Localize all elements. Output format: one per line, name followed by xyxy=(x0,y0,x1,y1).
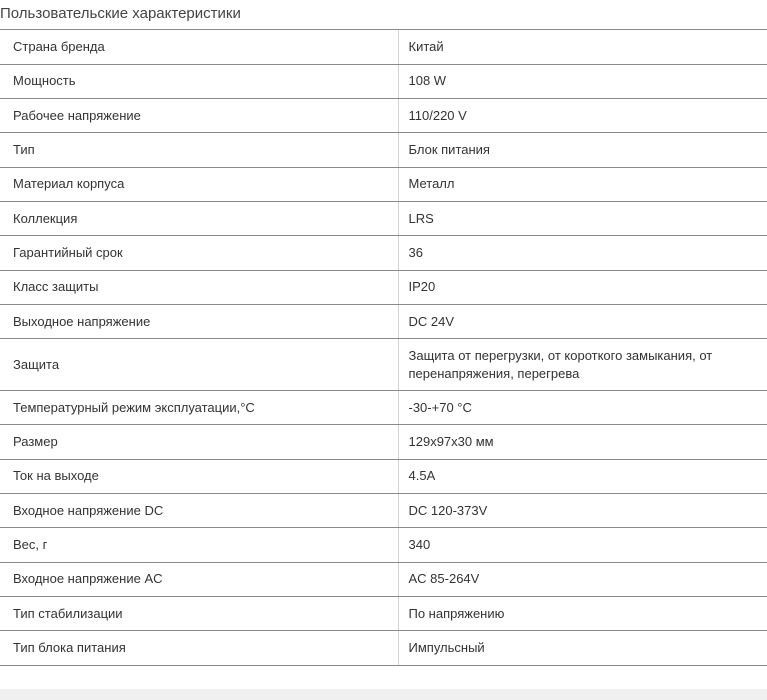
spec-value: DC 24V xyxy=(398,304,767,338)
spec-name: Входное напряжение AC xyxy=(0,562,398,596)
spec-name: Тип xyxy=(0,133,398,167)
table-row xyxy=(0,339,767,391)
spec-value: 4.5A xyxy=(398,459,767,493)
spec-name: Температурный режим эксплуатации,°C xyxy=(0,391,398,425)
spec-name: Тип блока питания xyxy=(0,631,398,665)
bottom-divider-strip xyxy=(0,689,767,700)
table-row xyxy=(0,562,767,596)
table-row xyxy=(0,631,767,665)
table-row xyxy=(0,167,767,201)
spec-name: Материал корпуса xyxy=(0,167,398,201)
spec-name: Коллекция xyxy=(0,201,398,235)
spec-value: -30-+70 °C xyxy=(398,391,767,425)
spec-name: Защита xyxy=(0,339,398,391)
spec-value: DC 120-373V xyxy=(398,494,767,528)
table-row xyxy=(0,236,767,270)
section-title: Пользовательские характеристики xyxy=(0,0,767,30)
spec-value: 340 xyxy=(398,528,767,562)
spec-value: 108 W xyxy=(398,64,767,98)
spec-table xyxy=(0,30,767,666)
spec-name: Мощность xyxy=(0,64,398,98)
table-row xyxy=(0,133,767,167)
spec-value: 129x97x30 мм xyxy=(398,425,767,459)
spec-name: Класс защиты xyxy=(0,270,398,304)
spec-name: Тип стабилизации xyxy=(0,596,398,630)
table-row xyxy=(0,391,767,425)
spec-value: Импульсный xyxy=(398,631,767,665)
spec-value: LRS xyxy=(398,201,767,235)
table-row xyxy=(0,201,767,235)
spec-value: IP20 xyxy=(398,270,767,304)
spec-name: Размер xyxy=(0,425,398,459)
spec-value: 36 xyxy=(398,236,767,270)
spec-name: Гарантийный срок xyxy=(0,236,398,270)
spec-name: Вес, г xyxy=(0,528,398,562)
spec-value: По напряжению xyxy=(398,596,767,630)
table-row xyxy=(0,30,767,64)
spec-name: Рабочее напряжение xyxy=(0,99,398,133)
spec-value: Блок питания xyxy=(398,133,767,167)
spec-value: Защита от перегрузки, от короткого замыкания, от перенапряжения, перегрева xyxy=(398,339,767,391)
table-row xyxy=(0,304,767,338)
spec-name: Входное напряжение DC xyxy=(0,494,398,528)
spec-name: Страна бренда xyxy=(0,30,398,64)
spec-name: Ток на выходе xyxy=(0,459,398,493)
spec-name: Выходное напряжение xyxy=(0,304,398,338)
spec-value: 110/220 V xyxy=(398,99,767,133)
table-row xyxy=(0,494,767,528)
table-row xyxy=(0,425,767,459)
spec-value: Китай xyxy=(398,30,767,64)
table-row xyxy=(0,596,767,630)
table-row xyxy=(0,270,767,304)
spec-value: Металл xyxy=(398,167,767,201)
table-row xyxy=(0,528,767,562)
spec-value: AC 85-264V xyxy=(398,562,767,596)
table-row xyxy=(0,459,767,493)
table-row xyxy=(0,99,767,133)
table-row xyxy=(0,64,767,98)
